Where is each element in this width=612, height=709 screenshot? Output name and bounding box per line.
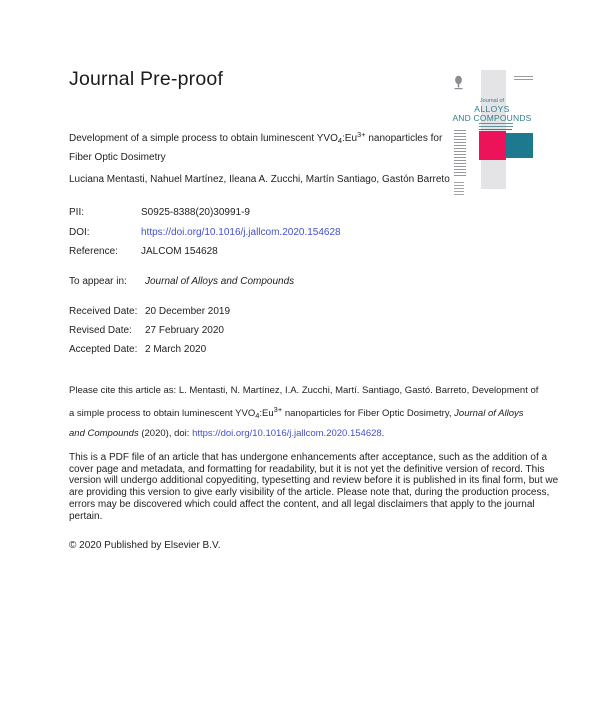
pii-value: S0925-8388(20)30991-9	[141, 207, 250, 218]
article-title	[69, 127, 467, 166]
cover-title-and-compounds: AND COMPOUNDS	[452, 113, 532, 123]
citation-journal-name: Journal of Alloys and Compounds	[69, 407, 524, 439]
citation-paragraph	[69, 382, 541, 444]
doi-row	[69, 227, 341, 238]
revised-date-row	[69, 325, 224, 336]
citation-doi-link[interactable]: https://doi.org/10.1016/j.jallcom.2020.154628	[192, 428, 382, 439]
accepted-date-value: 2 March 2020	[145, 344, 207, 355]
cover-journal-of-text: Journal of	[479, 98, 505, 104]
to-appear-journal: Journal of Alloys and Compounds	[145, 276, 295, 287]
received-date-label: Received Date:	[69, 306, 138, 317]
to-appear-label: To appear in:	[69, 276, 127, 287]
reference-value: JALCOM 154628	[141, 246, 218, 257]
disclaimer-paragraph: This is a PDF file of an article that has undergone enhancements after acceptance, such as the addition of a cover page and metadata, and formatting for readability, but it is not yet the definitive version of record. This version will undergo additional copyediting, typesetting and review before it is published in its final form, but we are providing this version to give early visibility of the article. Please note that, during the production process, errors may be discovered which could affect the content, and all legal disclaimers that apply to the journal pertain.	[69, 452, 559, 522]
elsevier-tree-logo-icon	[453, 75, 464, 90]
accepted-date-label: Accepted Date:	[69, 344, 138, 355]
pii-row	[69, 207, 250, 218]
received-date-row	[69, 306, 230, 317]
pii-label: PII:	[69, 207, 85, 218]
author-list: Luciana Mentasti, Nahuel Martínez, Ileana A. Zucchi, Martín Santiago, Gastón Barreto	[69, 174, 450, 185]
citation-text: nanoparticles for Fiber Optic Dosimetry,	[282, 407, 455, 419]
reference-label: Reference:	[69, 246, 118, 257]
article-title-text: :Eu	[342, 133, 358, 144]
citation-text: (2020), doi:	[138, 428, 193, 439]
cover-pink-square	[479, 131, 506, 160]
cover-editors-microtext-2	[454, 182, 464, 196]
cover-title-alloys: ALLOYS	[474, 104, 510, 114]
received-date-value: 20 December 2019	[145, 306, 231, 317]
citation-text: :Eu	[259, 407, 274, 419]
cover-teal-square	[506, 133, 533, 158]
article-title-text: nanoparticles for Fiber Optic Dosimetry	[69, 133, 443, 163]
page-title: Journal Pre-proof	[69, 68, 224, 90]
chem-superscript: 3+	[357, 130, 366, 139]
cover-issn-microtext	[514, 76, 533, 82]
accepted-date-row	[69, 344, 206, 355]
revised-date-label: Revised Date:	[69, 325, 132, 336]
doi-label: DOI:	[69, 227, 90, 238]
to-appear-row	[69, 276, 294, 287]
copyright-line: © 2020 Published by Elsevier B.V.	[69, 540, 221, 551]
chem-subscript: 4	[255, 410, 260, 420]
revised-date-value: 27 February 2020	[145, 325, 224, 336]
chem-superscript: 3+	[273, 404, 283, 414]
cover-crimson-rule	[479, 129, 512, 130]
cover-subtitle-microtext	[479, 123, 513, 128]
article-title-text: Development of a simple process to obtain luminescent YVO	[69, 133, 338, 144]
citation-text: Please cite this article as: L. Mentasti, N. Martínez, I.A. Zucchi, Martí. Santiago, Gastó. Barreto, Development of a simple process to obtain luminescent YVO	[69, 385, 539, 419]
doi-link[interactable]: https://doi.org/10.1016/j.jallcom.2020.154628	[141, 227, 341, 238]
citation-text: .	[381, 428, 385, 439]
reference-row	[69, 246, 218, 257]
chem-subscript: 4	[337, 136, 343, 145]
